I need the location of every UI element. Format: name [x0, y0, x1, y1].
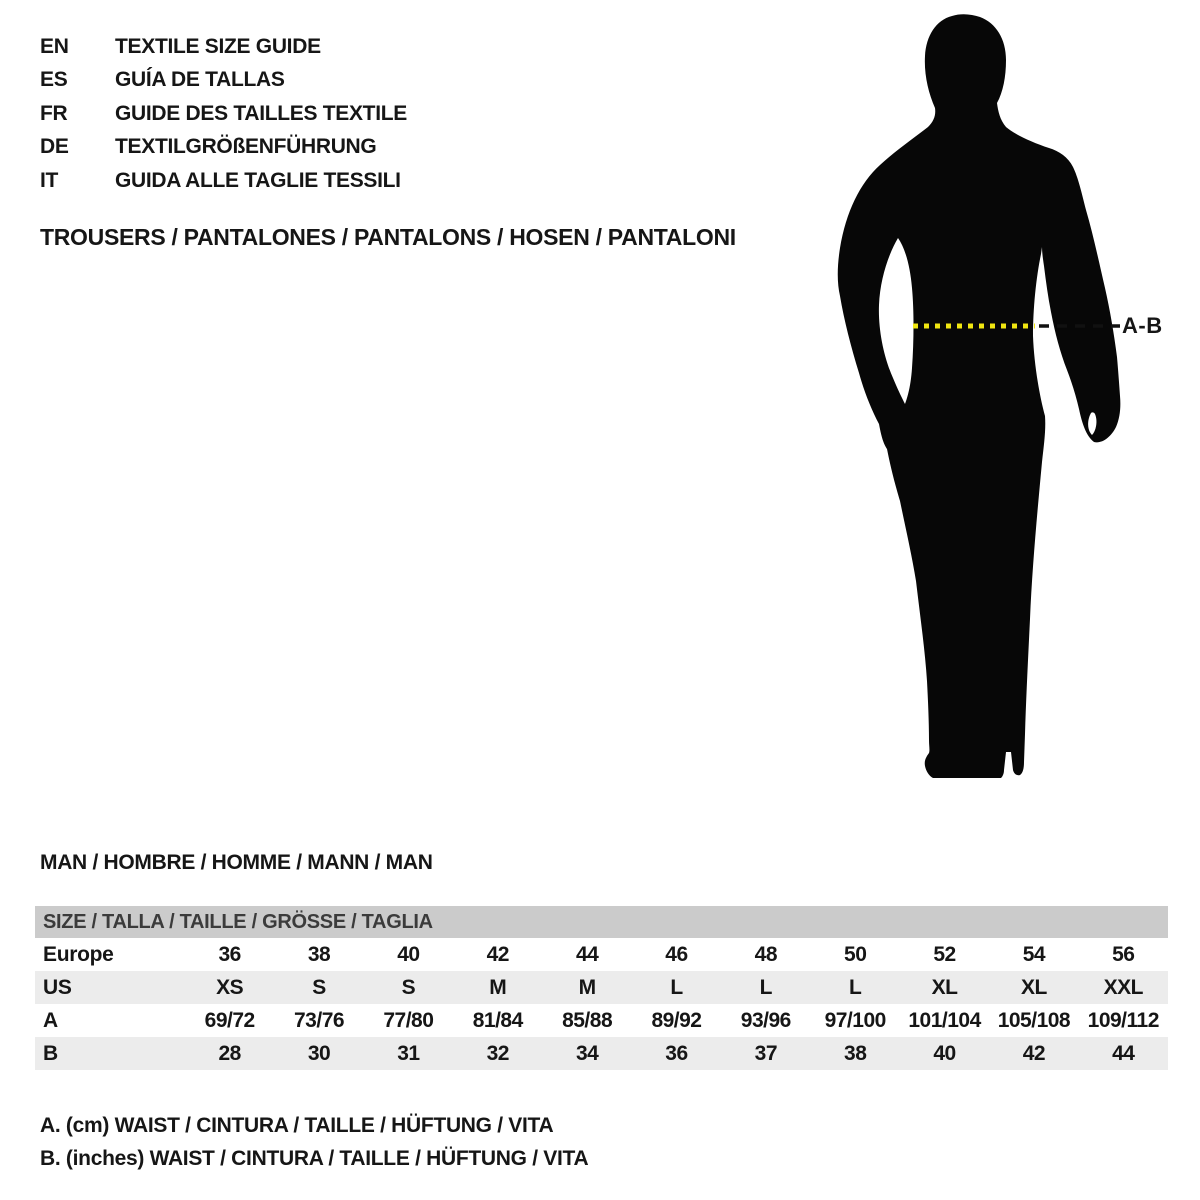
size-cell: 54 — [1022, 942, 1046, 966]
size-cell: 28 — [218, 1041, 241, 1065]
size-cell: 50 — [844, 942, 867, 966]
language-row — [40, 164, 407, 198]
size-cell: 38 — [844, 1041, 867, 1065]
row-label: A — [43, 1008, 58, 1032]
language-row — [40, 97, 407, 131]
size-cell: 31 — [397, 1041, 420, 1065]
man-silhouette-figure — [830, 0, 1170, 790]
language-label: GUIDE DES TAILLES TEXTILE — [115, 101, 407, 125]
size-cell: 97/100 — [824, 1008, 886, 1032]
size-cell: L — [670, 975, 683, 999]
note-waist-cm: A. (cm) WAIST / CINTURA / TAILLE / HÜFTUNG / VITA — [40, 1114, 554, 1137]
note-waist-inches: B. (inches) WAIST / CINTURA / TAILLE / HÜFTUNG / VITA — [40, 1147, 589, 1170]
size-cell: 42 — [486, 942, 509, 966]
language-code: IT — [40, 168, 59, 192]
row-label: B — [43, 1041, 58, 1065]
language-code: DE — [40, 135, 69, 159]
size-cell: 85/88 — [562, 1008, 613, 1032]
size-cell: S — [312, 975, 326, 999]
measurement-label: A-B — [1122, 313, 1163, 338]
size-cell: XS — [216, 975, 244, 999]
size-cell: 44 — [1112, 1041, 1135, 1065]
size-cell: 93/96 — [740, 1008, 791, 1032]
gender-section-title: MAN / HOMBRE / HOMME / MANN / MAN — [40, 851, 433, 874]
language-row — [40, 30, 407, 64]
size-cell: 81/84 — [472, 1008, 523, 1032]
language-code: ES — [40, 68, 68, 92]
size-cell: 36 — [665, 1041, 688, 1065]
language-list — [40, 30, 407, 198]
row-label: US — [43, 975, 72, 999]
size-cell: 69/72 — [204, 1008, 255, 1032]
size-cell: 105/108 — [997, 1008, 1071, 1032]
size-cell: 56 — [1112, 942, 1135, 966]
size-cell: 101/104 — [908, 1008, 981, 1032]
language-row — [40, 64, 407, 98]
size-cell: 44 — [575, 942, 599, 966]
size-cell: XL — [1020, 975, 1047, 999]
table-row-europe — [35, 938, 1168, 971]
language-row — [40, 131, 407, 165]
size-cell: XL — [931, 975, 958, 999]
size-cell: 30 — [307, 1041, 331, 1065]
size-cell: 36 — [218, 942, 241, 966]
language-code: EN — [40, 34, 69, 58]
size-table — [35, 906, 1168, 1070]
size-cell: 40 — [933, 1041, 956, 1065]
language-label: GUIDA ALLE TAGLIE TESSILI — [115, 168, 401, 192]
size-cell: 34 — [575, 1041, 599, 1065]
size-cell: 38 — [307, 942, 331, 966]
size-cell: L — [849, 975, 862, 999]
size-cell: 48 — [754, 942, 778, 966]
size-cell: 42 — [1022, 1041, 1046, 1065]
man-body-shape — [838, 14, 1121, 778]
table-row-us — [35, 971, 1168, 1004]
size-cell: 77/80 — [383, 1008, 434, 1032]
category-title: TROUSERS / PANTALONES / PANTALONS / HOSEN / PANTALONI — [40, 224, 736, 250]
size-cell: 46 — [665, 942, 688, 966]
size-table-header: SIZE / TALLA / TAILLE / GRÖSSE / TAGLIA — [35, 906, 1168, 938]
size-cell: M — [578, 975, 596, 999]
size-cell: 89/92 — [651, 1008, 702, 1032]
size-cell: XXL — [1103, 975, 1143, 999]
size-cell: M — [489, 975, 507, 999]
language-code: FR — [40, 101, 68, 125]
size-cell: 73/76 — [294, 1008, 345, 1032]
size-cell: L — [759, 975, 772, 999]
size-cell: 40 — [397, 942, 420, 966]
language-label: TEXTILGRÖßENFÜHRUNG — [115, 135, 377, 159]
row-label: Europe — [43, 942, 114, 966]
size-cell: 109/112 — [1087, 1008, 1159, 1032]
size-cell: 37 — [754, 1041, 778, 1065]
language-label: GUÍA DE TALLAS — [115, 68, 285, 92]
size-cell: 32 — [486, 1041, 509, 1065]
size-table-rows — [35, 938, 1168, 1070]
table-row-a — [35, 1004, 1168, 1037]
size-cell: 52 — [933, 942, 956, 966]
language-label: TEXTILE SIZE GUIDE — [115, 34, 321, 58]
size-cell: S — [401, 975, 416, 999]
measurement-notes — [40, 1114, 588, 1180]
table-row-b — [35, 1037, 1168, 1070]
